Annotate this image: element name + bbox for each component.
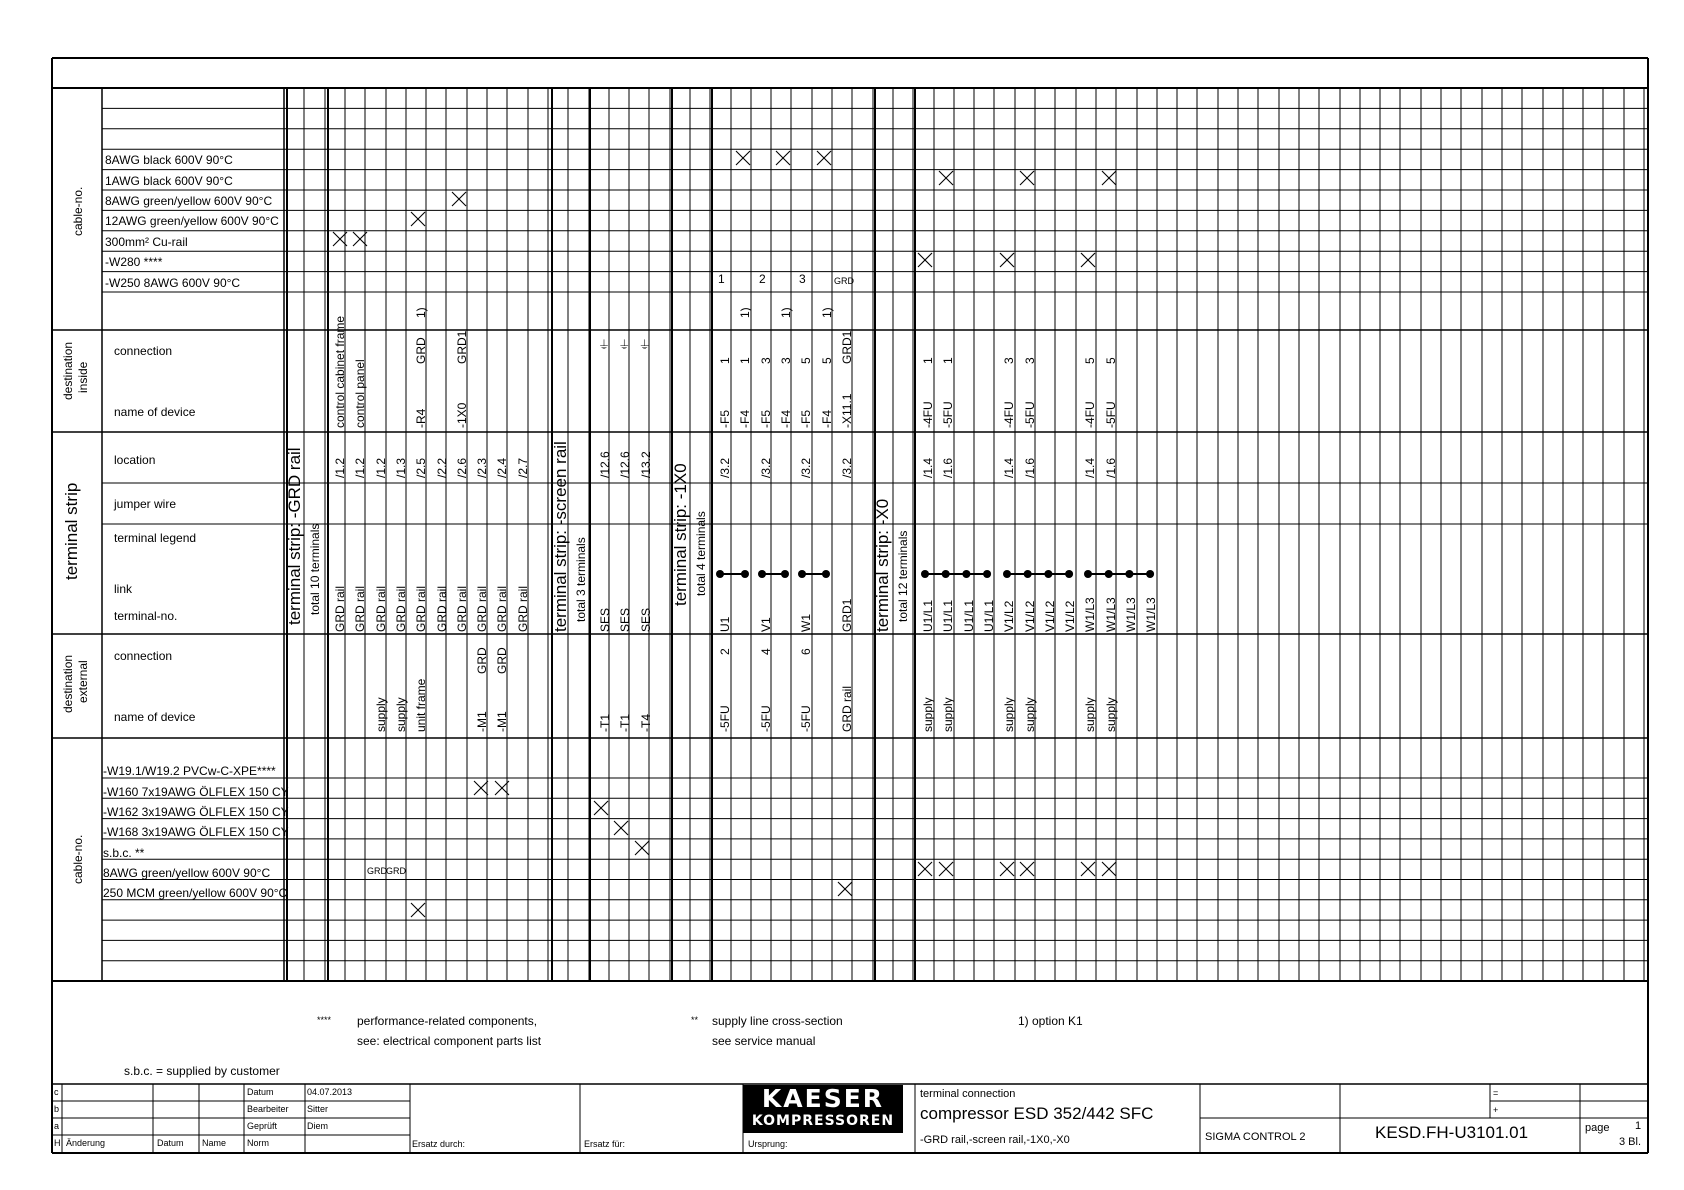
row-label-terminal-legend: terminal legend [114,531,197,545]
connection-inside: GRD1 [839,330,854,364]
cable-bottom-row-6: 8AWG green/yellow 600V 90°C [103,865,271,880]
tb-date-value: 04.07.2013 [307,1087,353,1097]
option-mark: 1) [738,307,753,318]
tb-ersatz-fuer: Ersatz für: [584,1139,626,1149]
note1-line2: see: electrical component parts list [357,1034,542,1048]
terminal-no: 6 [799,648,814,655]
cable-bottom-row-4: -W168 3x19AWG ÖLFLEX 150 CY [103,825,289,840]
strip-total-0: total 10 terminals [308,523,322,615]
connection-inside: 1 [921,357,935,364]
terminal-legend: U1/L1 [961,599,976,632]
rev-b: b [54,1104,60,1114]
option-mark: 1) [414,307,429,318]
cable-bottom-row-2: -W160 7x19AWG ÖLFLEX 150 CY [103,784,289,799]
terminal-legend: GRD rail [353,585,368,632]
row-label-location: location [114,453,156,467]
cable-bottom-row-7: 250 MCM green/yellow 600V 90°C [103,886,288,901]
link-dot [1146,570,1154,578]
dest-external-label-1: destination [61,654,75,713]
connection-inside: 5 [1103,357,1118,364]
terminal-legend: V1/L2 [1063,600,1078,632]
note3: 1) option K1 [1018,1014,1083,1028]
location: /1.2 [353,457,368,478]
connection-inside: 1 [738,357,753,364]
location: /12.6 [618,451,633,478]
note1-line1: performance-related components, [357,1014,538,1028]
connection-external: GRD [495,647,510,674]
device-inside: -F5 [718,410,732,428]
device-external: -5FU [799,705,814,732]
location: /1.3 [393,457,408,478]
device-external: supply [1022,697,1037,732]
terminal-legend: W1/L3 [1144,597,1159,632]
device-external: supply [1002,697,1017,732]
tb-aenderung: Änderung [66,1138,106,1148]
strip-total-1: total 3 terminals [574,537,588,622]
terminal-legend: GRD rail [414,585,429,632]
note2-line2: see service manual [712,1034,816,1048]
link-dot [942,570,950,578]
device-external: -M1 [475,711,490,732]
shield-ground-icon: ⏚ [638,338,651,352]
connection-inside: 5 [1083,357,1098,364]
cable-no-bottom-label: cable-no. [71,834,85,884]
tb-product: SIGMA CONTROL 2 [1205,1131,1306,1143]
cable-top-row-5: 8AWG green/yellow 600V 90°C [105,194,273,208]
tb-datum-head: Datum [157,1138,184,1148]
row-label-link: link [114,582,133,596]
device-external: -T1 [598,714,612,732]
cable-top-row-8: -W280 **** [105,255,163,270]
tb-eq: = [1493,1088,1499,1098]
cable-no-top-label: cable-no. [71,186,85,236]
terminal-legend: U1 [718,616,732,632]
device-external: -T1 [618,714,633,732]
connection-inside: 5 [819,357,834,364]
tb-datum-label: Datum [247,1087,274,1097]
device-external: supply [921,697,935,732]
rev-a: a [54,1121,60,1131]
device-inside: -F5 [799,410,814,428]
connection-inside: 5 [799,357,814,364]
strip-name-3: terminal strip: -X0 [873,498,892,632]
cable-top-row-3: 8AWG black 600V 90°C [105,153,233,168]
strip-total-2: total 4 terminals [694,511,708,596]
sbc-grd-label: GRD [367,866,387,876]
dest-inside-label-1: destination [61,341,75,400]
location: /1.2 [373,457,388,478]
strip-name-2: terminal strip: -1X0 [671,463,690,606]
terminal-strip-label: terminal strip [62,482,81,580]
connection-inside: 3 [1002,357,1017,364]
device-external: supply [941,697,956,732]
kaeser-logo [743,1085,903,1133]
terminal-legend: GRD rail [373,585,388,632]
link-dot [716,570,724,578]
link-dot [781,570,789,578]
link-dot [1105,570,1113,578]
cable-top-row-4: 1AWG black 600V 90°C [105,173,233,188]
tb-norm-head: Norm [247,1138,269,1148]
terminal-legend: W1 [799,614,814,632]
terminal-no: 2 [718,648,732,655]
dest-inside-label-2: inside [76,361,90,393]
location: /2.7 [515,457,530,478]
terminal-legend: W1/L3 [1083,597,1098,632]
device-external: supply [1103,697,1118,732]
device-external: supply [393,697,408,732]
option-mark: 1) [819,307,834,318]
link-dot [1024,570,1032,578]
strip-total-3: total 12 terminals [896,530,910,622]
terminal-legend: U1/L1 [981,599,996,632]
device-external: supply [373,697,388,732]
terminal-legend: V1 [758,617,773,632]
terminal-legend: SES [618,607,633,632]
tb-bearbeiter-label: Bearbeiter [247,1104,289,1114]
location: /2.5 [414,457,429,478]
tb-ursprung: Ursprung: [748,1139,788,1149]
connection-inside: 3 [758,357,773,364]
terminal-legend: V1/L2 [1002,600,1017,632]
tb-title2: compressor ESD 352/442 SFC [920,1104,1154,1123]
location: /1.6 [1103,457,1118,478]
sbc-grd-label: GRD [386,866,406,876]
tb-bearbeiter-value: Sitter [307,1104,329,1114]
rev-c: c [54,1087,59,1097]
device-inside: -5FU [1022,401,1037,428]
device-external: GRD rail [839,685,854,732]
link-dot [1003,570,1011,578]
terminal-legend: GRD rail [333,585,347,632]
terminal-legend: U1/L1 [941,599,956,632]
cable-bottom-row-1: -W19.1/W19.2 PVCw-C-XPE**** [103,764,276,779]
tb-geprueft-label: Geprüft [247,1121,278,1131]
tb-geprueft-value: Diem [307,1121,329,1131]
location: /13.2 [638,451,653,478]
cable-bottom-row-5: s.b.c. ** [103,845,145,860]
link-dot [1084,570,1092,578]
link-dot [822,570,830,578]
device-inside: -X11.1 [839,393,854,428]
logo-line2: KOMPRESSOREN [751,1113,895,1129]
location: /12.6 [598,451,612,478]
device-external: -M1 [495,711,510,732]
rev-h: H [54,1138,61,1148]
note1-mark: **** [317,1015,332,1025]
device-external: unit frame [414,678,429,732]
connection-external: GRD [475,647,490,674]
location: /2.2 [434,457,449,478]
device-inside: -F4 [778,410,793,428]
dest-external-label-2: external [76,660,90,703]
tb-name-head: Name [202,1138,227,1148]
terminal-legend: V1/L2 [1022,600,1037,632]
terminal-legend: GRD rail [393,585,408,632]
location: /3.2 [839,457,854,478]
cable-top-row-7: 300mm² Cu-rail [105,234,188,249]
tb-page-no: 1 [1635,1120,1642,1132]
strip-name-0: terminal strip: -GRD rail [285,447,304,625]
device-inside: -4FU [1083,401,1098,428]
note2-line1: supply line cross-section [712,1014,843,1028]
terminal-legend: SES [598,607,612,632]
device-inside: -5FU [941,401,956,428]
device-external: supply [1083,697,1098,732]
device-inside: -F5 [758,410,773,428]
cable-top-row-6: 12AWG green/yellow 600V 90°C [105,214,279,229]
w250-label: 3 [799,272,806,286]
w250-label: 2 [759,272,766,286]
tb-drawing-no: KESD.FH-U3101.01 [1375,1123,1529,1142]
link-dot [983,570,991,578]
tb-title1: terminal connection [920,1088,1016,1100]
terminal-legend: GRD rail [454,585,469,632]
row-label-connection-ext: connection [114,649,173,663]
row-label-device-ext: name of device [114,710,196,724]
location: /2.3 [475,457,490,478]
w250-label: 1 [718,272,725,286]
connection-inside: 1 [718,357,732,364]
terminal-legend: SES [638,607,653,632]
tb-title3: -GRD rail,-screen rail,-1X0,-X0 [920,1134,1070,1146]
sbc-note: s.b.c. = supplied by customer [124,1064,280,1078]
tb-sheets: 3 Bl. [1619,1136,1642,1148]
location: /1.6 [1022,457,1037,478]
location: /3.2 [718,457,732,478]
strip-name-1: terminal strip: -screen rail [551,441,570,632]
device-external: -5FU [758,705,773,732]
row-label-jumper-wire: jumper wire [114,497,177,511]
location: /2.6 [454,457,469,478]
connection-inside: GRD [414,337,429,364]
location: /3.2 [799,457,814,478]
device-inside: -R4 [414,408,429,428]
link-dot [921,570,929,578]
terminal-legend: V1/L2 [1042,600,1057,632]
location: /1.4 [921,457,935,478]
terminal-legend: W1/L3 [1124,597,1138,632]
link-dot [1044,570,1052,578]
terminal-legend: GRD rail [475,585,490,632]
cable-bottom-row-3: -W162 3x19AWG ÖLFLEX 150 CY [103,804,289,819]
link-dot [1125,570,1133,578]
device-external: -5FU [718,705,732,732]
logo-line1: KAESER [761,1084,885,1113]
device-inside: -1X0 [454,402,469,428]
w250-label: GRD [834,276,854,286]
link-dot [758,570,766,578]
terminal-legend: GRD1 [839,598,854,632]
row-label-connection-inside: connection [114,344,173,358]
terminal-legend: GRD rail [515,585,530,632]
link-dot [1065,570,1073,578]
row-label-terminal-no: terminal-no. [114,609,178,623]
shield-ground-icon: ⏚ [618,338,631,352]
terminal-legend: GRD rail [495,585,510,632]
connection-inside: 3 [1022,357,1037,364]
device-inside: -4FU [1002,401,1017,428]
location: /1.2 [333,457,347,478]
tb-plus: + [1493,1105,1499,1115]
location: /1.4 [1002,457,1017,478]
cable-top-row-9: -W250 8AWG 600V 90°C [105,275,241,290]
tb-page-label: page [1585,1122,1610,1134]
link-dot [798,570,806,578]
location: /1.6 [941,457,956,478]
connection-inside: GRD1 [454,330,469,364]
device-external: -T4 [638,714,653,732]
location: /3.2 [758,457,773,478]
device-inside: control cabinet frame [333,315,347,428]
location: /1.4 [1083,457,1098,478]
device-inside: control panel [353,359,368,428]
row-label-device-inside: name of device [114,405,196,419]
link-dot [962,570,970,578]
device-inside: -5FU [1103,401,1118,428]
location: /2.4 [495,457,510,478]
note2-mark: ** [691,1015,699,1025]
device-inside: -4FU [921,401,935,428]
device-inside: -F4 [738,410,753,428]
terminal-no: 4 [758,648,773,655]
connection-inside: 1 [941,357,956,364]
connection-inside: 3 [778,357,793,364]
terminal-legend: W1/L3 [1103,597,1118,632]
shield-ground-icon: ⏚ [598,338,611,352]
link-dot [741,570,749,578]
terminal-legend: GRD rail [434,585,449,632]
terminal-legend: U1/L1 [921,599,935,632]
option-mark: 1) [778,307,793,318]
device-inside: -F4 [819,410,834,428]
tb-ersatz-durch: Ersatz durch: [412,1139,466,1149]
